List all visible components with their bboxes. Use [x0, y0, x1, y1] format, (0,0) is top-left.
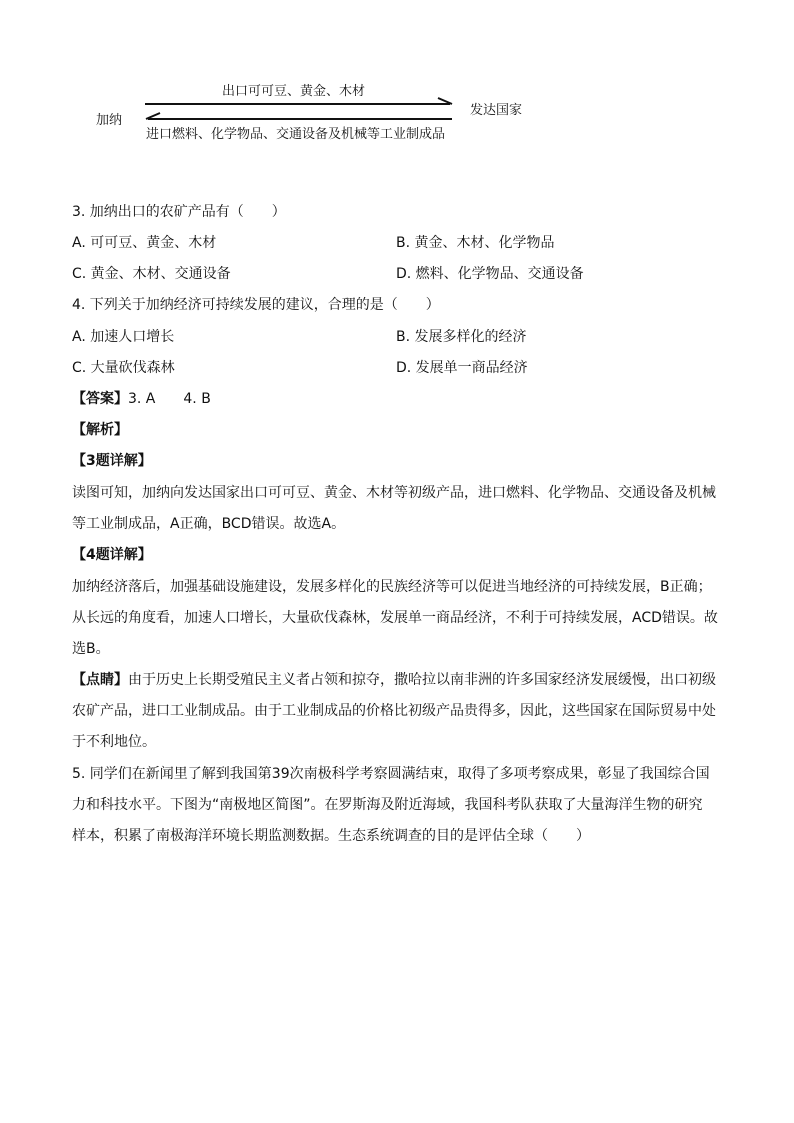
tip-line-1: [72, 671, 716, 689]
detail-4-label: 【4题详解】: [72, 547, 152, 563]
import-label: 进口燃料、化学物品、交通设备及机械等工业制成品: [146, 127, 446, 142]
q4-option-b: B. 发展多样化的经济: [396, 329, 527, 345]
question-5-line-2: 力和科技水平。下图为“南极地区简图”。在罗斯海及附近海域，我国科考队获取了大量海洋生物的研究: [72, 797, 703, 813]
tip-line-2: 农矿产品，进口工业制成品。由于工业制成品的价格比初级产品贵得多，因此，这些国家在国际贸易中处: [72, 703, 716, 719]
question-5-line-1: 5. 同学们在新闻里了解到我国第39次南极科学考察圆满结束，取得了多项考察成果，彰显了我国综合国: [72, 766, 710, 782]
question-5-line-3: 样本，积累了南极海洋环境长期监测数据。生态系统调查的目的是评估全球（ ）: [72, 828, 590, 844]
q3-option-d: D. 燃料、化学物品、交通设备: [396, 266, 584, 282]
question-3-stem: 3. 加纳出口的农矿产品有（ ）: [72, 204, 286, 220]
detail-3-line-1: 读图可知，加纳向发达国家出口可可豆、黄金、木材等初级产品，进口燃料、化学物品、交通设备及机械: [72, 485, 716, 501]
answer-label: 【答案】: [72, 391, 128, 407]
detail-4-line-2: 从长远的角度看，加速人口增长，大量砍伐森林，发展单一商品经济，不利于可持续发展，ACD错误。故: [72, 610, 718, 626]
export-label: 出口可可豆、黄金、木材: [222, 84, 366, 99]
detail-3-label: 【3题详解】: [72, 453, 152, 469]
ghana-label: 加纳: [96, 113, 123, 128]
q3-option-a: A. 可可豆、黄金、木材: [72, 235, 217, 251]
q4-option-a: A. 加速人口增长: [72, 329, 175, 345]
q4-option-c: C. 大量砍伐森林: [72, 360, 175, 376]
tip-text-1: 由于历史上长期受殖民主义者占领和掠夺，撒哈拉以南非洲的许多国家经济发展缓慢，出口初级: [128, 672, 716, 688]
tip-line-3: 于不利地位。: [72, 734, 156, 750]
q3-option-b: B. 黄金、木材、化学物品: [396, 235, 555, 251]
q4-option-d: D. 发展单一商品经济: [396, 360, 528, 376]
developed-countries-label: 发达国家: [470, 103, 523, 118]
detail-4-line-3: 选B。: [72, 641, 110, 657]
answer-line: [72, 390, 211, 408]
tip-label: 【点睛】: [72, 672, 128, 688]
analysis-label: 【解析】: [72, 422, 128, 438]
answer-text: 3. A 4. B: [128, 391, 211, 407]
question-4-stem: 4. 下列关于加纳经济可持续发展的建议，合理的是（ ）: [72, 297, 440, 313]
q3-option-c: C. 黄金、木材、交通设备: [72, 266, 231, 282]
detail-3-line-2: 等工业制成品，A正确，BCD错误。故选A。: [72, 516, 346, 532]
detail-4-line-1: 加纳经济落后，加强基础设施建设，发展多样化的民族经济等可以促进当地经济的可持续发展，B正确；: [72, 579, 712, 595]
